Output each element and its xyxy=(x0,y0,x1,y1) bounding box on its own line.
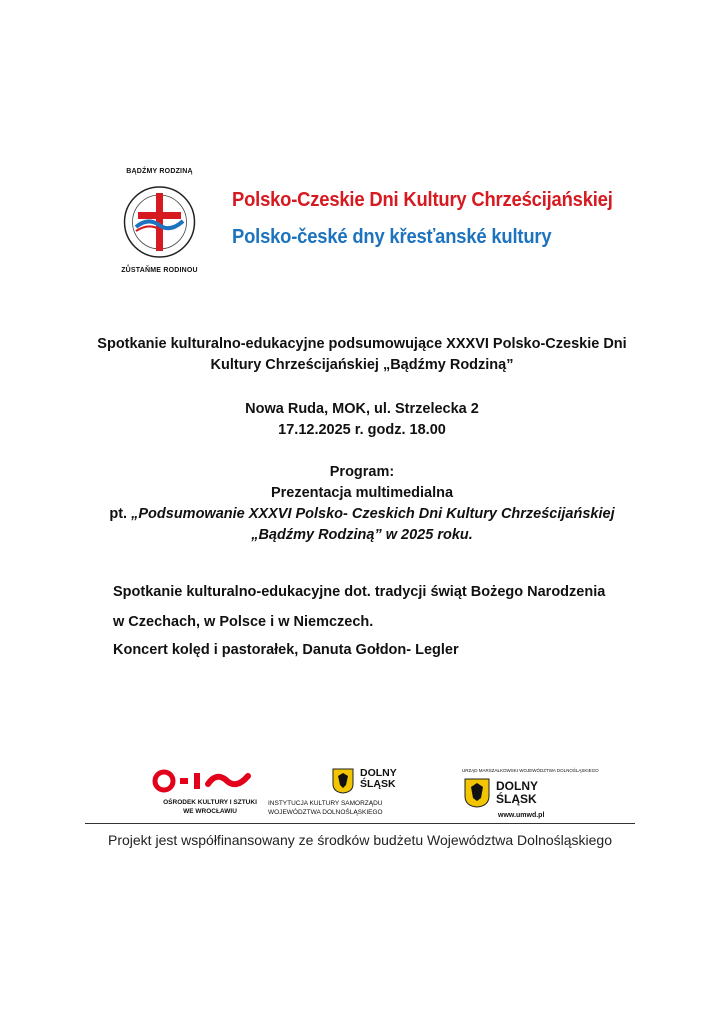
program-heading: Program: xyxy=(329,464,395,480)
umwd-url[interactable]: www.umwd.pl xyxy=(498,812,545,819)
program-title-text: „Podsumowanie XXXVI Polsko- Czeskich Dni Kultury Chrześcijańskiej xyxy=(131,506,615,522)
ds2-name-line-1: DOLNY xyxy=(496,779,538,793)
footer-divider xyxy=(85,823,635,824)
okis-line-1: OŚRODEK KULTURY I SZTUKI xyxy=(163,799,257,806)
datetime: 17.12.2025 r. godz. 18.00 xyxy=(278,422,446,438)
okis-line-2: WE WROCŁAWIU xyxy=(183,808,237,815)
cross-heart-icon xyxy=(122,179,197,265)
ds-inst-line-1: INSTYTUCJA KULTURY SAMORZĄDU xyxy=(268,800,383,807)
ds-inst-line-2: WOJEWÓDZTWA DOLNOŚLĄSKIEGO xyxy=(268,809,383,816)
urzad-marszalkowski-logo xyxy=(462,768,599,828)
details-line-3: Koncert kolęd i pastorałek, Danuta Gołdon- Legler xyxy=(113,642,459,658)
event-location-date xyxy=(72,399,652,441)
details-line-2: w Czechach, w Polsce i w Niemczech. xyxy=(113,614,374,630)
title-czech: Polsko-české dny křesťanské kultury xyxy=(232,226,552,248)
title-polish: Polsko-Czeskie Dni Kultury Chrześcijańskiej xyxy=(232,189,613,211)
details-line-1: Spotkanie kulturalno-edukacyjne dot. tradycji świąt Bożego Narodzenia xyxy=(113,584,606,600)
program-section xyxy=(72,462,652,546)
logo-text-top: BĄDŹMY RODZINĄ xyxy=(126,168,193,175)
okis-name xyxy=(150,798,270,816)
intro-line-2: Kultury Chrześcijańskiej „Bądźmy Rodziną” xyxy=(210,357,514,373)
event-intro xyxy=(72,334,652,376)
intro-line-1: Spotkanie kulturalno-edukacyjne podsumowujące XXXVI Polsko-Czeskie Dni xyxy=(97,336,627,352)
urzad-line: URZĄD MARSZAŁKOWSKI WOJEWÓDZTWA DOLNOŚLĄSKIEGO xyxy=(462,768,599,773)
ds-name-line-2: ŚLĄSK xyxy=(360,778,396,790)
bdzmy-rodzina-logo xyxy=(112,166,207,276)
program-title-prefix: pt. xyxy=(109,506,132,522)
okis-logo xyxy=(150,766,270,826)
eagle-icon xyxy=(332,768,354,794)
location: Nowa Ruda, MOK, ul. Strzelecka 2 xyxy=(245,401,479,417)
logo-text-bottom: ZŮSTAŇME RODINOU xyxy=(121,267,198,274)
footer-text: Projekt jest współfinansowany ze środków budżetu Województwa Dolnośląskiego xyxy=(108,832,612,848)
ds-name xyxy=(360,768,397,790)
ds2-name xyxy=(496,780,538,806)
ds-institution-text xyxy=(268,799,438,817)
dolny-slask-institution-logo xyxy=(330,766,470,826)
program-title-line-2: „Bądźmy Rodziną” w 2025 roku. xyxy=(251,527,473,543)
ds2-name-line-2: ŚLĄSK xyxy=(496,792,537,806)
okis-mark-icon xyxy=(150,766,270,796)
eagle-icon xyxy=(464,778,490,808)
program-title-line-1 xyxy=(72,504,652,525)
ds-name-line-1: DOLNY xyxy=(360,767,397,779)
program-item-1: Prezentacja multimedialna xyxy=(270,485,454,501)
details-section xyxy=(113,584,653,658)
